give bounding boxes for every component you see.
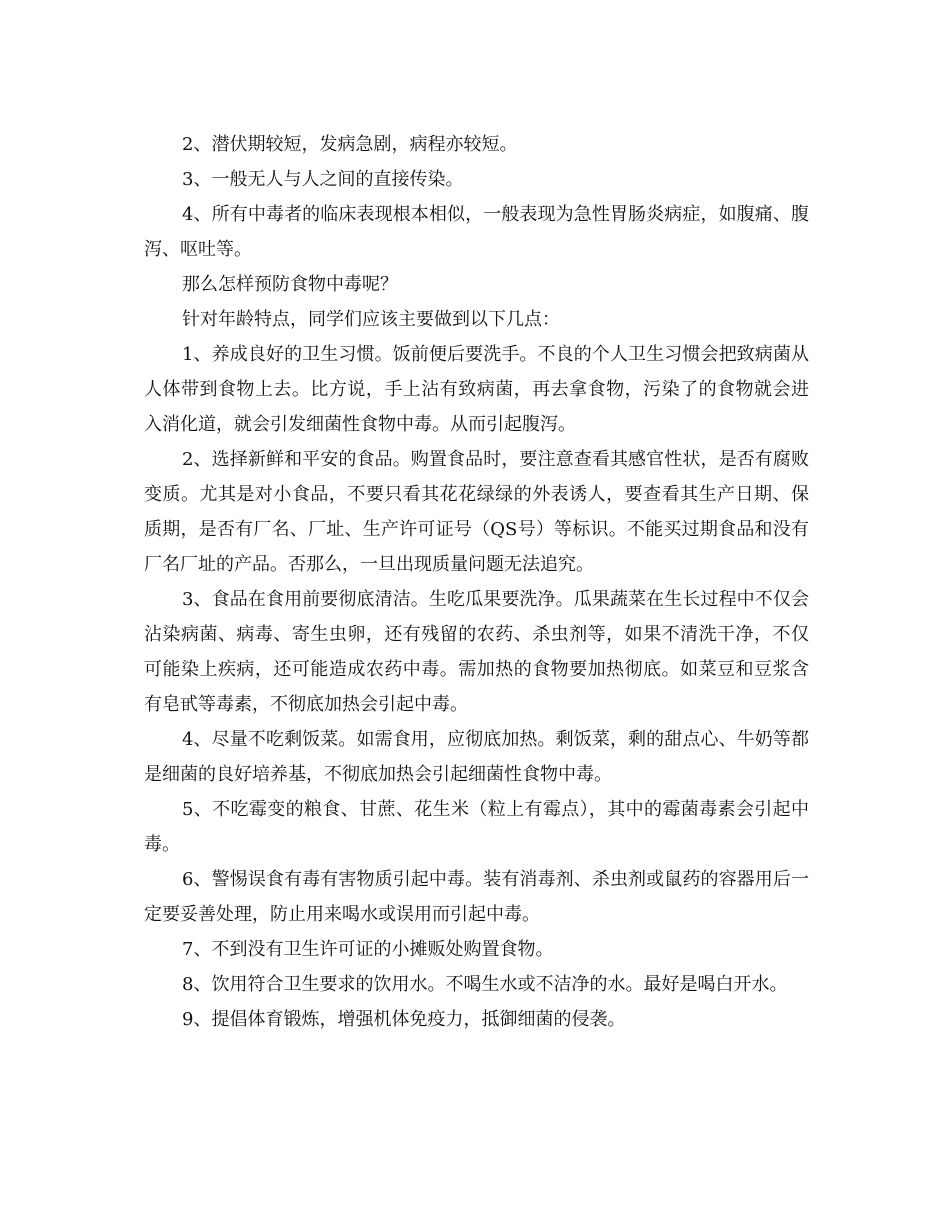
paragraph-tip-6: 6、警惕误食有毒有害物质引起中毒。装有消毒剂、杀虫剂或鼠药的容器用后一定要妥善处理，防止用来喝水或误用而引起中毒。: [144, 869, 809, 925]
paragraph-tip-2: 2、选择新鲜和平安的食品。购置食品时，要注意查看其感官性状，是否有腐败变质。尤其是对小食品，不要只看其花花绿绿的外表诱人，要查看其生产日期、保质期，是否有厂名、厂址、生产许可证号（QS号）等标识。不能买过期食品和没有厂名厂址的产品。否那么，一旦出现质量问题无法追究。: [144, 449, 809, 575]
paragraph-symptom-2: 2、潜伏期较短，发病急剧，病程亦较短。: [182, 134, 518, 155]
paragraph-tip-9: 9、提倡体育锻炼，增强机体免疫力，抵御细菌的侵袭。: [182, 1009, 626, 1030]
paragraph-tip-7: 7、不到没有卫生许可证的小摊贩处购置食物。: [182, 939, 554, 960]
paragraph-tip-1: 1、养成良好的卫生习惯。饭前便后要洗手。不良的个人卫生习惯会把致病菌从人体带到食物上去。比方说，手上沾有致病菌，再去拿食物，污染了的食物就会进入消化道，就会引发细菌性食物中毒。从而引起腹泻。: [144, 344, 809, 435]
paragraph-tip-4: 4、尽量不吃剩饭菜。如需食用，应彻底加热。剩饭菜，剩的甜点心、牛奶等都是细菌的良好培养基，不彻底加热会引起细菌性食物中毒。: [144, 729, 809, 785]
paragraph-tip-8: 8、饮用符合卫生要求的饮用水。不喝生水或不洁净的水。最好是喝白开水。: [182, 974, 788, 995]
document-page: [144, 127, 809, 1037]
paragraph-tip-5: 5、不吃霉变的粮食、甘蔗、花生米（粒上有霉点），其中的霉菌毒素会引起中毒。: [144, 799, 809, 855]
paragraph-intro: 针对年龄特点，同学们应该主要做到以下几点：: [182, 309, 560, 330]
paragraph-tip-3: 3、食品在食用前要彻底清洁。生吃瓜果要洗净。瓜果蔬菜在生长过程中不仅会沾染病菌、病毒、寄生虫卵，还有残留的农药、杀虫剂等，如果不清洗干净，不仅可能染上疾病，还可能造成农药中毒。需加热的食物要加热彻底。如菜豆和豆浆含有皂甙等毒素，不彻底加热会引起中毒。: [144, 589, 809, 715]
paragraph-symptom-4: 4、所有中毒者的临床表现根本相似，一般表现为急性胃肠炎病症，如腹痛、腹泻、呕吐等。: [144, 204, 809, 260]
paragraph-symptom-3: 3、一般无人与人之间的直接传染。: [182, 169, 464, 190]
paragraph-question: 那么怎样预防食物中毒呢？: [182, 274, 398, 295]
